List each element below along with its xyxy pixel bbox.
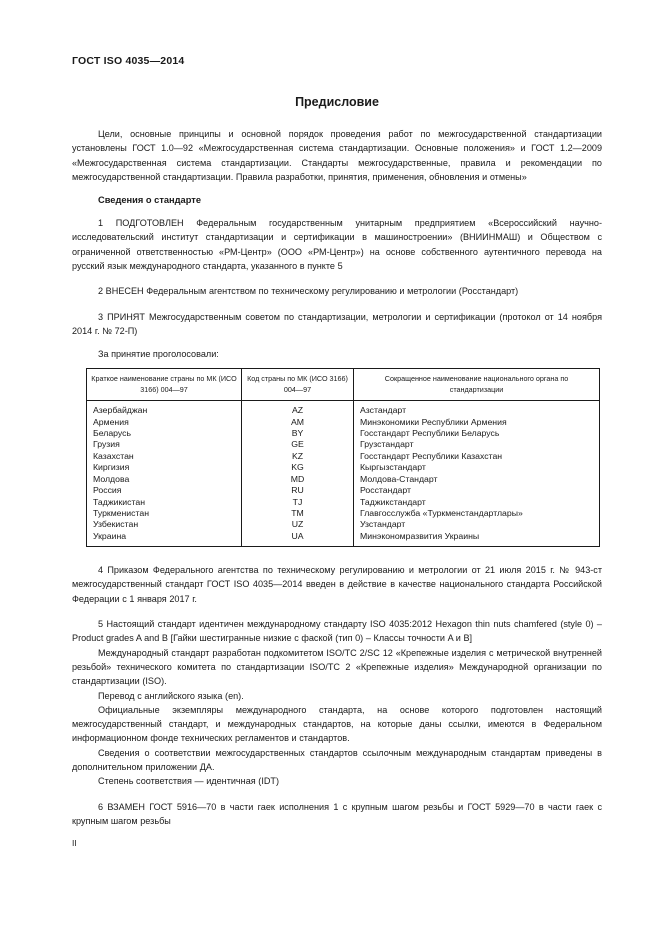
cell-country: Таджикистан	[87, 497, 242, 508]
table-row	[87, 428, 600, 439]
cell-country: Туркменистан	[87, 508, 242, 519]
cell-body: Росстандарт	[354, 485, 600, 496]
cell-code: KZ	[242, 451, 354, 462]
cell-country: Беларусь	[87, 428, 242, 439]
table-row	[87, 485, 600, 496]
cell-body: Таджикстандарт	[354, 497, 600, 508]
cell-code: UA	[242, 531, 354, 547]
column-header-country: Краткое наименование страны по МК (ИСО 3166) 004—97	[87, 369, 242, 401]
table-row	[87, 462, 600, 473]
cell-country: Узбекистан	[87, 519, 242, 530]
clause-3: 3 ПРИНЯТ Межгосударственным советом по стандартизации, метрологии и сертификации (протокол от 14 ноября 2014 г. № 72-П)	[72, 311, 602, 336]
clause-5: 5 Настоящий стандарт идентичен международному стандарту ISO 4035:2012 Hexagon thin nuts chamfered (style 0) – Product grades A and B [Гайки шестигранные низкие с фаской (тип 0) – Классы точности A и B]	[72, 619, 602, 644]
cell-body: Госстандарт Республики Беларусь	[354, 428, 600, 439]
cell-body: Грузстандарт	[354, 439, 600, 450]
table-row	[87, 451, 600, 462]
column-header-body: Сокращенное наименование национального органа по стандартизации	[354, 369, 600, 401]
clause-2: 2 ВНЕСЕН Федеральным агентством по техническому регулированию и метрологии (Росстандарт)	[98, 286, 519, 297]
cell-body: Узстандарт	[354, 519, 600, 530]
cell-body: Госстандарт Республики Казахстан	[354, 451, 600, 462]
cell-country: Грузия	[87, 439, 242, 450]
clause-5-sub-5: Степень соответствия — идентичная (IDT)	[98, 776, 280, 787]
table-row	[87, 439, 600, 450]
clause-6: 6 ВЗАМЕН ГОСТ 5916—70 в части гаек исполнения 1 с крупным шагом резьбы и ГОСТ 5929—70 в части гаек с крупным шагом резьбы	[72, 801, 602, 826]
clause-5-sub-2: Перевод с английского языка (en).	[98, 690, 244, 701]
voting-countries-table	[86, 368, 600, 547]
table-row	[87, 497, 600, 508]
table-header-row	[87, 369, 600, 401]
cell-country: Киргизия	[87, 462, 242, 473]
cell-code: KG	[242, 462, 354, 473]
cell-body: Кыргызстандарт	[354, 462, 600, 473]
column-header-code: Код страны по МК (ИСО 3166) 004—97	[242, 369, 354, 401]
table-row	[87, 417, 600, 428]
cell-country: Казахстан	[87, 451, 242, 462]
cell-country: Россия	[87, 485, 242, 496]
cell-code: UZ	[242, 519, 354, 530]
clause-4: 4 Приказом Федерального агентства по техническому регулированию и метрологии от 21 июля 2015 г. № 943-ст межгосударственный стандарт ГОСТ ISO 4035—2014 введен в действие в качестве национального стандарта Российской Федерации с 1 января 2017 г.	[72, 565, 602, 604]
clause-5-sub-1: Международный стандарт разработан подкомитетом ISO/TC 2/SC 12 «Крепежные изделия с метрической внутренней резьбой» технического комитета по стандартизации ISO/TC 2 «Крепежные изделия» Международной организации по стандартизации (ISO).	[72, 647, 602, 687]
cell-country: Молдова	[87, 474, 242, 485]
cell-code: TM	[242, 508, 354, 519]
cell-code: BY	[242, 428, 354, 439]
subheading-standard-info: Сведения о стандарте	[98, 195, 202, 206]
cell-code: AZ	[242, 401, 354, 417]
cell-body: Молдова-Стандарт	[354, 474, 600, 485]
cell-code: MD	[242, 474, 354, 485]
cell-country: Армения	[87, 417, 242, 428]
table-row	[87, 474, 600, 485]
clause-1: 1 ПОДГОТОВЛЕН Федеральным государственным унитарным предприятием «Всероссийский научно-исследовательский институт стандартизации и сертификации в машиностроении» (ВНИИНМАШ) и Обществом с ограниченной ответственностью «РМ-Центр» (ООО «РМ-Центр») на основе собственного аутентичного перевода на русский язык международного стандарта, указанного в пункте 5	[72, 218, 602, 272]
cell-code: TJ	[242, 497, 354, 508]
page-number: II	[72, 838, 77, 848]
clause-5-sub-4: Сведения о соответствии межгосударственных стандартов ссылочным международным стандартам приведены в дополнительном приложении ДА.	[72, 747, 602, 772]
document-header-standard-number: ГОСТ ISO 4035—2014	[72, 55, 185, 67]
cell-body: Главгосслужба «Туркменстандартлары»	[354, 508, 600, 519]
table-row	[87, 519, 600, 530]
cell-body: Азстандарт	[354, 401, 600, 417]
table-row	[87, 531, 600, 547]
intro-paragraph: Цели, основные принципы и основной порядок проведения работ по межгосударственной стандартизации установлены ГОСТ 1.0—92 «Межгосударственная система стандартизации. Основные положения» и ГОСТ 1.2—2009 «Межгосударственная система стандартизации. Стандарты межгосударственные, правила и рекомендации по межгосударственной стандартизации. Правила разработки, принятия, применения, обновления и отмены»	[72, 129, 602, 182]
cell-code: AM	[242, 417, 354, 428]
table-row	[87, 401, 600, 417]
cell-code: RU	[242, 485, 354, 496]
table-row	[87, 508, 600, 519]
cell-body: Минэкономразвития Украины	[354, 531, 600, 547]
cell-country: Азербайджан	[87, 401, 242, 417]
cell-body: Минэкономики Республики Армения	[354, 417, 600, 428]
cell-code: GE	[242, 439, 354, 450]
page-content	[72, 55, 602, 839]
page-title: Предисловие	[295, 95, 379, 109]
cell-country: Украина	[87, 531, 242, 547]
vote-intro-text: За принятие проголосовали:	[98, 349, 219, 360]
table-body	[87, 401, 600, 547]
clause-5-sub-3: Официальные экземпляры международного стандарта, на основе которого подготовлен настоящий межгосударственный стандарт, и международных стандартов, на которые даны ссылки, имеются в Федеральном информационном фонде технических регламентов и стандартов.	[72, 704, 602, 744]
